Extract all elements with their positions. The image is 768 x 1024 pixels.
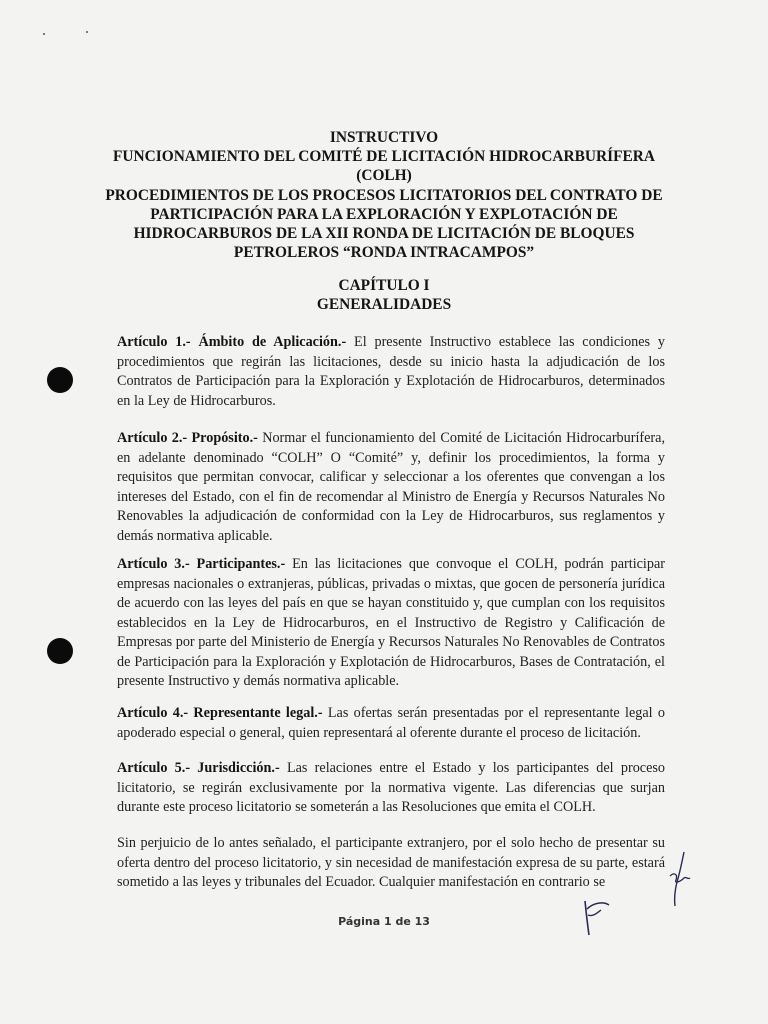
article-text: Las relaciones entre el Estado y los participantes del proceso licitatorio, se regirán exclusivamente por la normativa vigente. Las diferencias que surjan durante este proceso licitatorio se someterán a las Resoluciones que emita el COLH.: [117, 760, 665, 815]
article-label: Artículo 1.- Ámbito de Aplicación.-: [117, 334, 347, 350]
page-number: Página 1 de 13: [338, 915, 430, 928]
article-text: Normar el funcionamiento del Comité de Licitación Hidrocarburífera, en adelante denominado “COLH” O “Comité” y, definir los procedimientos, la forma y requisitos que permitan convocar, calificar y seleccionar a los oferentes que convengan a los intereses del Estado, con el fin de recomendar al Ministro de Energía y Recursos Naturales No Renovables la adjudicación de conformidad con la Ley de Hidrocarburos, sus reglamentos y demás normativa aplicable.: [117, 430, 665, 544]
title-line: PROCEDIMIENTOS DE LOS PROCESOS LICITATORIOS DEL CONTRATO DE: [105, 186, 663, 204]
title-line: INSTRUCTIVO: [329, 129, 439, 146]
closing-paragraph: [117, 834, 665, 893]
article-4: [117, 704, 665, 743]
article-2: [117, 429, 665, 546]
punch-hole-mark: [47, 638, 73, 664]
chapter-number: CAPÍTULO I: [338, 277, 430, 294]
article-5: [117, 759, 665, 818]
article-text: Las ofertas serán presentadas por el representante legal o apoderado especial o general, quien representará al oferente durante el proceso de licitación.: [117, 705, 665, 741]
paragraph-text: Sin perjuicio de lo antes señalado, el participante extranjero, por el solo hecho de presentar su oferta dentro del proceso licitatorio, y sin necesidad de manifestación expresa de su parte, estará sometido a las leyes y tribunales del Ecuador. Cualquier manifestación en contrario se: [117, 835, 665, 890]
article-1: [117, 333, 665, 411]
article-text: El presente Instructivo establece las condiciones y procedimientos que regirán las licitaciones, desde su inicio hasta la adjudicación de los Contratos de Participación para la Exploración y Explotación de Hidrocarburos, determinados en la Ley de Hidrocarburos.: [117, 334, 666, 409]
article-text: En las licitaciones que convoque el COLH, podrán participar empresas nacionales o extranjeras, públicas, privadas o mixtas, que gocen de personería jurídica de acuerdo con las leyes del país en que se hayan constituido y, que cumplan con los requisitos establecidos en la Ley de Hidrocarburos, en el Instructivo de Registro y Calificación de Empresas por parte del Ministerio de Energía y Recursos Naturales No Renovables de Contratos de Participación para la Exploración y Explotación de Hidrocarburos, Bases de Contratación, el presente Instructivo y demás normativa aplicable.: [117, 556, 665, 689]
scan-speck: [86, 31, 88, 33]
punch-hole-mark: [47, 367, 73, 393]
initials-mark-right: [660, 848, 700, 908]
chapter-name: GENERALIDADES: [316, 296, 452, 314]
title-line: FUNCIONAMIENTO DEL COMITÉ DE LICITACIÓN HIDROCARBURÍFERA: [112, 148, 655, 166]
title-line: HIDROCARBUROS DE LA XII RONDA DE LICITACIÓN DE BLOQUES: [133, 225, 635, 243]
article-3: [117, 555, 665, 692]
title-line: PARTICIPACIÓN PARA LA EXPLORACIÓN Y EXPLOTACIÓN DE: [150, 205, 618, 223]
article-label: Artículo 2.- Propósito.-: [117, 430, 258, 446]
document-title: [100, 128, 668, 262]
article-label: Artículo 4.- Representante legal.-: [117, 705, 323, 721]
article-label: Artículo 5.- Jurisdicción.-: [117, 760, 280, 776]
scan-speck: [43, 33, 45, 35]
title-line: (COLH): [356, 167, 412, 185]
title-line: PETROLEROS “RONDA INTRACAMPOS”: [233, 244, 535, 262]
initials-mark: [575, 895, 615, 940]
article-label: Artículo 3.- Participantes.-: [117, 556, 286, 572]
chapter-heading: [100, 276, 668, 314]
